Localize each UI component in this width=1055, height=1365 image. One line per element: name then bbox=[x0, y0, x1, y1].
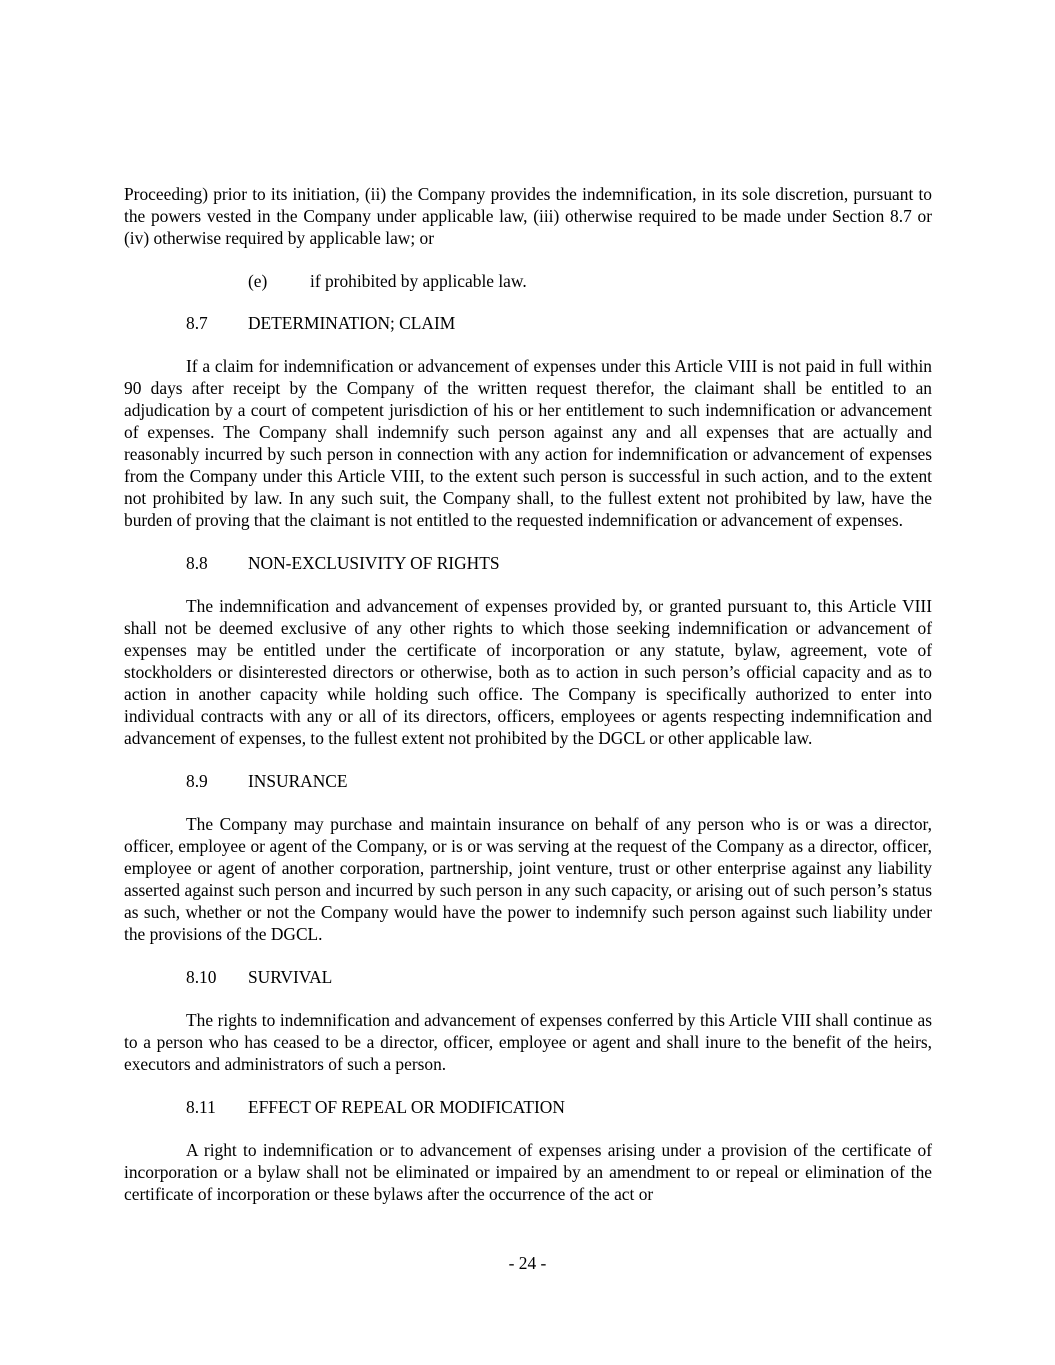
section-heading-8-11 bbox=[124, 1096, 932, 1118]
section-number: 8.8 bbox=[186, 553, 208, 573]
section-heading-8-8 bbox=[124, 552, 932, 574]
section-number: 8.10 bbox=[186, 967, 217, 987]
section-title: EFFECT OF REPEAL OR MODIFICATION bbox=[248, 1097, 565, 1117]
section-number: 8.11 bbox=[186, 1097, 216, 1117]
paragraph-8-7: If a claim for indemnification or advancement of expenses under this Article VIII is not paid in full within 90 days after receipt by the Company of the written request therefor, the claimant shall be entitled to an adjudication by a court of competent jurisdiction of his or her entitlement to such indemnification or advancement of expenses. The Company shall indemnify such person against any and all expenses that are actually and reasonably incurred by such person in connection with any action for indemnification or advancement of expenses from the Company under this Article VIII, to the extent such person is successful in such action, and to the extent not prohibited by law. In any such suit, the Company shall, to the fullest extent not prohibited by law, have the burden of proving that the claimant is not entitled to the requested indemnification or advancement of expenses. bbox=[124, 356, 932, 530]
paragraph-8-10: The rights to indemnification and advancement of expenses conferred by this Article VIII shall continue as to a person who has ceased to be a director, officer, employee or agent and shall inure to the benefit of the heirs, executors and administrators of such a person. bbox=[124, 1010, 932, 1074]
paragraph-8-8: The indemnification and advancement of expenses provided by, or granted pursuant to, this Article VIII shall not be deemed exclusive of any other rights to which those seeking indemnification or advancement of expenses may be entitled under the certificate of incorporation or any statute, bylaw, agreement, vote of stockholders or disinterested directors or otherwise, both as to action in such person’s official capacity and as to action in another capacity while holding such office. The Company is specifically authorized to enter into individual contracts with any or all of its directors, officers, employees or agents respecting indemnification and advancement of expenses, to the fullest extent not prohibited by the DGCL or other applicable law. bbox=[124, 596, 932, 748]
page-number: - 24 - bbox=[508, 1253, 547, 1273]
section-title: INSURANCE bbox=[248, 771, 348, 791]
document-page bbox=[124, 183, 932, 1226]
section-title: DETERMINATION; CLAIM bbox=[248, 313, 456, 333]
section-heading-8-7 bbox=[124, 312, 932, 334]
section-title: NON-EXCLUSIVITY OF RIGHTS bbox=[248, 553, 500, 573]
section-title: SURVIVAL bbox=[248, 967, 333, 987]
section-heading-8-10 bbox=[124, 966, 932, 988]
paragraph-8-9: The Company may purchase and maintain insurance on behalf of any person who is or was a director, officer, employee or agent of the Company, or is or was serving at the request of the Company as a director, officer, employee or agent of another corporation, partnership, joint venture, trust or other enterprise against any liability asserted against such person and incurred by such person in any such capacity, or arising out of such person’s status as such, whether or not the Company would have the power to indemnify such person against such liability under the provisions of the DGCL. bbox=[124, 814, 932, 944]
section-heading-8-9 bbox=[124, 770, 932, 792]
list-item-text: if prohibited by applicable law. bbox=[310, 271, 527, 291]
section-number: 8.7 bbox=[186, 313, 208, 333]
list-item-label: (e) bbox=[248, 271, 268, 291]
paragraph-continuation: Proceeding) prior to its initiation, (ii) the Company provides the indemnification, in its sole discretion, pursuant to the powers vested in the Company under applicable law, (iii) otherwise required to be made under Section 8.7 or (iv) otherwise required by applicable law; or bbox=[124, 184, 932, 248]
list-item-e bbox=[124, 270, 932, 292]
paragraph-8-11: A right to indemnification or to advancement of expenses arising under a provision of the certificate of incorporation or a bylaw shall not be eliminated or impaired by an amendment to or repeal or elimination of the certificate of incorporation or these bylaws after the occurrence of the act or bbox=[124, 1140, 932, 1204]
section-number: 8.9 bbox=[186, 771, 208, 791]
